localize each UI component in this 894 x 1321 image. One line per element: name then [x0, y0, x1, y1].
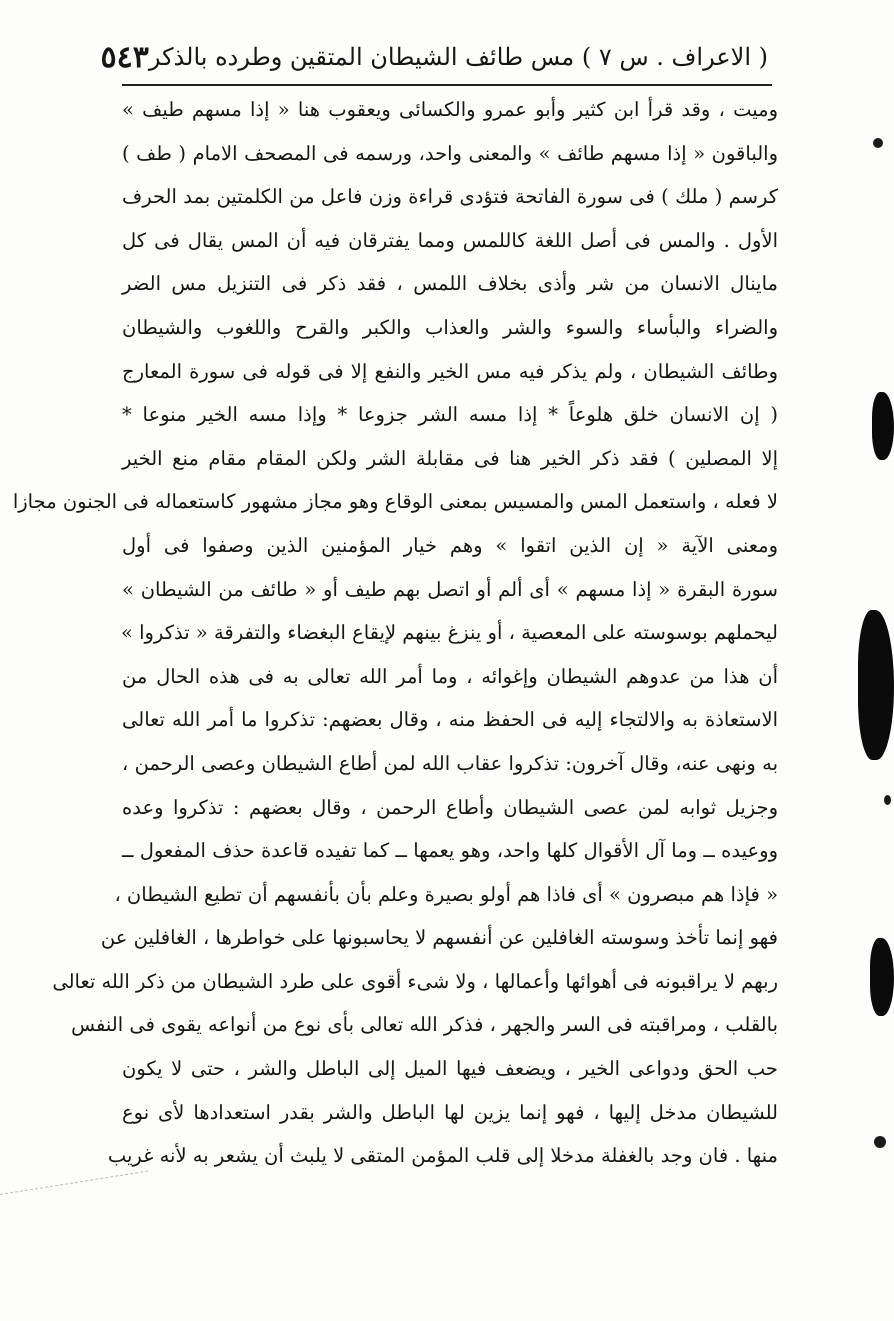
text-line: ربهم لا يراقبونه فى أهوائها وأعمالها ، ولا شىء أقوى على طرد الشيطان من ذكر الله تعالى [52, 969, 778, 993]
ink-speck-mark [873, 138, 883, 148]
text-line: الاستعاذة به والالتجاء إليه فى الحفظ منه ، وقال بعضهم: تذكروا ما أمر الله تعالى [122, 708, 778, 732]
text-line: وميت ، وقد قرأ ابن كثير وأبو عمرو والكسائى ويعقوب هنا « إذا مسهم طيف » [122, 98, 778, 121]
text-line: لا فعله ، واستعمل المس والمسيس بمعنى الوقاع وهو مجاز مشهور كاستعماله فى الجنون مجازا [12, 490, 778, 514]
ink-blot-mark [870, 938, 894, 1016]
text-line: ووعيده ــ وما آل الأقوال كلها واحد، وهو يعمها ــ كما تفيده قاعدة حذف المفعول ــ [122, 839, 778, 863]
text-line: وجزيل ثوابه لمن عصى الشيطان وأطاع الرحمن ، وقال بعضهم : تذكروا وعده [122, 795, 778, 819]
text-line: ومعنى الآية « إن الذين اتقوا » وهم خيار المؤمنين الذين وصفوا فى أول [122, 533, 778, 557]
text-line: الأول . والمس فى أصل اللغة كاللمس ومما يفترقان فيه أن المس يقال فى كل [122, 228, 778, 252]
text-line: به ونهى عنه، وقال آخرون: تذكروا عقاب الله لمن أطاع الشيطان وعصى الرحمن ، [122, 751, 779, 775]
text-line: منها . فان وجد بالغفلة مدخلا إلى قلب المؤمن المتقى لا يلبث أن يشعر به لأنه غريب [107, 1144, 778, 1168]
ink-blot-mark [872, 392, 894, 460]
running-header [100, 30, 768, 84]
header-title: ( الاعراف . س ٧ ) مس طائف الشيطان المتقين وطرده بالذكر [148, 43, 768, 71]
text-line: « فإذا هم مبصرون » أى فاذا هم أولو بصيرة وعلم بأن بأنفسهم أن تطيع الشيطان ، [114, 882, 778, 906]
text-line: أن هذا من عدوهم الشيطان وإغوائه ، وما أمر الله تعالى به فى هذه الحال من [122, 664, 778, 688]
text-line: سورة البقرة « إذا مسهم » أى ألم أو اتصل بهم طيف أو « طائف من الشيطان » [122, 577, 778, 601]
body-text [12, 88, 779, 1178]
ink-speck-mark [874, 1136, 886, 1148]
ink-speck-mark [884, 795, 891, 805]
text-line: بالقلب ، ومراقبته فى السر والجهر ، فذكر الله تعالى بأى نوع من أنواعه يقوى فى النفس [71, 1013, 778, 1037]
text-line: حب الحق ودواعى الخير ، ويضعف فيها الميل إلى الباطل والشر ، حتى لا يكون [122, 1057, 778, 1081]
text-line: ماينال الانسان من شر وأذى بخلاف اللمس ، فقد ذكر فى التنزيل مس الضر [122, 272, 778, 296]
text-line: وطائف الشيطان ، ولم يذكر فيه مس الخير والنفع إلا فى قوله فى سورة المعارج [122, 359, 778, 383]
page-number: ٥٤٣ [100, 39, 149, 75]
text-line: والباقون « إذا مسهم طائف » والمعنى واحد، ورسمه فى المصحف الامام ( طف ) [122, 141, 778, 165]
text-line: ( إن الانسان خلق هلوعاً * إذا مسه الشر جزوعا * وإذا مسه الخير منوعا * [122, 403, 778, 427]
header-rule [122, 84, 772, 86]
text-line: كرسم ( ملك ) فى سورة الفاتحة فتؤدى قراءة وزن فاعل من الكلمتين بمد الحرف [122, 185, 778, 209]
text-line: ليحملهم بوسوسته على المعصية ، أو ينزغ بينهم لإيقاع البغضاء والتفرقة « تذكروا » [120, 621, 778, 645]
text-line: فهو إنما تأخذ وسوسته الغافلين عن أنفسهم لا يحاسبونها على خواطرها ، الغافلين عن [100, 926, 778, 950]
text-line: والضراء والبأساء والسوء والشر والعذاب والكبر والقرح واللغوب والشيطان [122, 315, 778, 339]
text-line: للشيطان مدخل إليها ، فهو إنما يزين لها الباطل والشر بقدر استعدادها لأى نوع [122, 1100, 778, 1124]
ink-blot-mark [858, 610, 894, 760]
margin-scratch-line [0, 1171, 148, 1195]
text-line: إلا المصلين ) فقد ذكر الخير هنا فى مقابلة الشر ولكن المقام مقام منع الخير [122, 446, 778, 470]
